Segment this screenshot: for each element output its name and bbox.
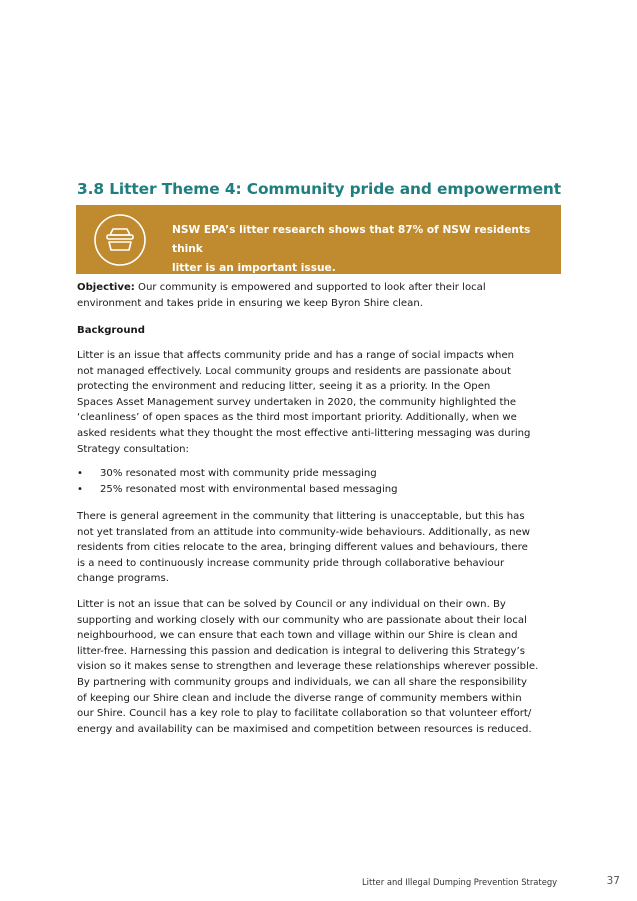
list-item <box>77 466 567 482</box>
objective-label: Objective: <box>77 282 135 293</box>
background-heading: Background <box>77 325 145 336</box>
text-line: supporting and working closely with our community who are passionate about their local <box>77 614 527 626</box>
text-line: Spaces Asset Management survey undertaken in 2020, the community highlighted the <box>77 396 517 408</box>
text-line: of keeping our Shire clean and include the diverse range of community members within <box>77 692 522 704</box>
background-paragraph-3 <box>77 597 567 737</box>
bullet-icon: • <box>77 483 83 495</box>
list-item-text: 30% resonated most with community pride messaging <box>100 468 377 479</box>
text-line: ‘cleanliness’ of open spaces as the third most important priority. Additionally, when we <box>77 412 517 424</box>
text-line: protecting the environment and reducing litter, seeing it as a priority. In the Open <box>77 381 491 393</box>
text-line: asked residents what they thought the most effective anti-littering messaging was during <box>77 427 531 439</box>
text-line: our Shire. Council has a key role to play to facilitate collaboration so that volunteer effort/ <box>77 708 532 720</box>
text-line: vision so it makes sense to strengthen and leverage these relationships wherever possible. <box>77 661 539 673</box>
callout-line: NSW EPA’s litter research shows that 87% of NSW residents think <box>172 224 531 255</box>
text-line: Litter is an issue that affects community pride and has a range of social impacts when <box>77 350 515 361</box>
text-line: change programs. <box>77 573 169 585</box>
callout-line: litter is an important issue. <box>172 262 336 274</box>
section-heading: 3.8 Litter Theme 4: Community pride and empowerment <box>77 180 562 198</box>
text-line: By partnering with community groups and individuals, we can all share the responsibility <box>77 676 527 688</box>
background-paragraph-2 <box>77 509 567 587</box>
text-line: residents from cities relocate to the area, bringing different values and behaviours, there <box>77 542 528 554</box>
text-line: is a need to continuously increase community pride through collaborative behaviour <box>77 557 505 569</box>
text-line: There is general agreement in the community that littering is unacceptable, but this has <box>77 511 525 522</box>
text-line: energy and availability can be maximised and competition between resources is reduced. <box>77 723 532 735</box>
text-line: not yet translated from an attitude into community-wide behaviours. Additionally, as new <box>77 526 530 538</box>
callout-text <box>172 221 552 278</box>
background-paragraph-1 <box>77 348 567 457</box>
text-line: Litter is not an issue that can be solved by Council or any individual on their own. By <box>77 599 506 610</box>
statistic-callout <box>76 205 561 274</box>
objective-text: Our community is empowered and supported to look after their local <box>134 282 486 293</box>
text-line: neighbourhood, we can ensure that each town and village within our Shire is clean and <box>77 630 518 642</box>
footer-document-title: Litter and Illegal Dumping Prevention Strategy <box>362 877 558 887</box>
page-number: 37 <box>606 875 620 887</box>
text-line: litter-free. Harnessing this passion and dedication is integral to delivering this Strategy’s <box>77 645 525 657</box>
text-line: not managed effectively. Local community groups and residents are passionate about <box>77 365 512 377</box>
list-item <box>77 482 567 498</box>
objective-text: environment and takes pride in ensuring we keep Byron Shire clean. <box>77 297 423 309</box>
bullet-icon: • <box>77 468 83 479</box>
text-line: Strategy consultation: <box>77 443 189 455</box>
objective-paragraph <box>77 280 567 311</box>
consultation-results-list <box>77 466 567 497</box>
food-container-icon <box>93 213 147 267</box>
list-item-text: 25% resonated most with environmental based messaging <box>100 483 398 495</box>
